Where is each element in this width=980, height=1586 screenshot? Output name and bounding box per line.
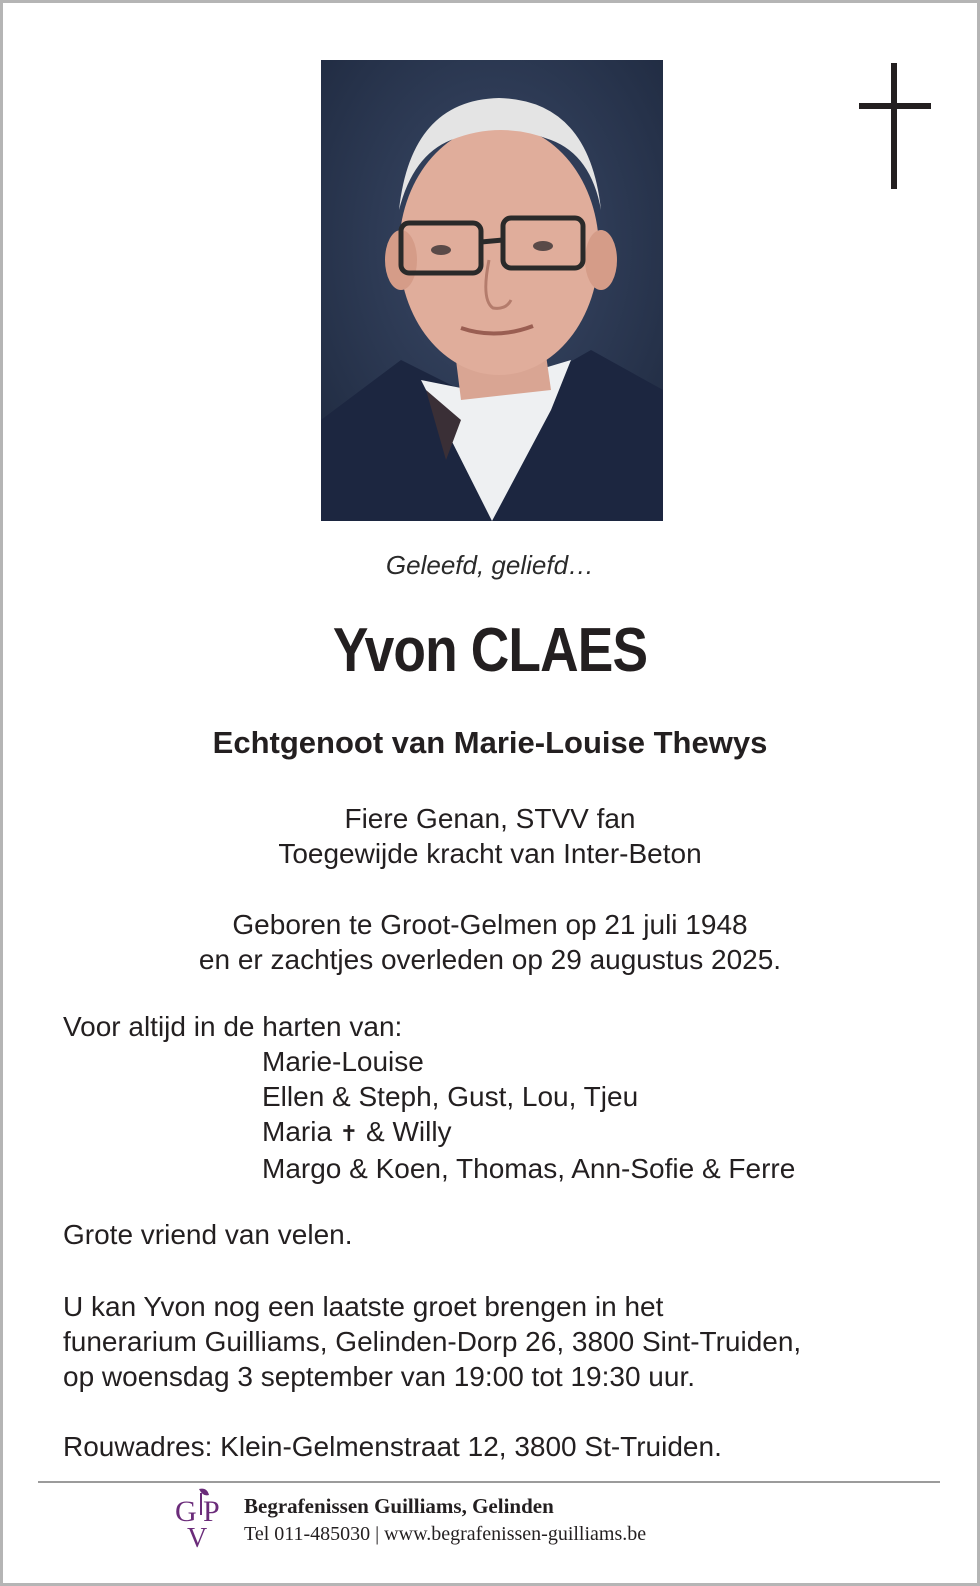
birth-death-dates xyxy=(3,907,977,977)
visit-line: funerarium Guilliams, Gelinden-Dorp 26, 3800 Sint-Truiden, xyxy=(63,1326,802,1357)
hearts-label: Voor altijd in de harten van: xyxy=(63,1011,403,1042)
birth-line: Geboren te Groot-Gelmen op 21 juli 1948 xyxy=(232,909,748,940)
visit-line: U kan Yvon nog een laatste groet brengen in het xyxy=(63,1291,664,1322)
epithet-line: Toegewijde kracht van Inter-Beton xyxy=(278,838,702,869)
portrait-photo xyxy=(321,60,663,521)
family-line: Ellen & Steph, Gust, Lou, Tjeu xyxy=(262,1081,639,1112)
footer-divider xyxy=(38,1481,940,1483)
spouse-line: Echtgenoot van Marie-Louise Thewys xyxy=(212,725,768,760)
deceased-name: Yvon CLAES xyxy=(332,616,648,685)
mourning-address: Rouwadres: Klein-Gelmenstraat 12, 3800 St-Truiden. xyxy=(63,1431,722,1462)
epithet-line: Fiere Genan, STVV fan xyxy=(344,803,636,834)
epithets xyxy=(3,801,977,871)
death-line: en er zachtjes overleden op 29 augustus 2025. xyxy=(198,944,782,975)
visit-line: op woensdag 3 september van 19:00 tot 19:30 uur. xyxy=(63,1361,696,1392)
company-name: Begrafenissen Guilliams, Gelinden xyxy=(244,1494,554,1518)
visitation-info xyxy=(63,1289,801,1394)
family-line: Margo & Koen, Thomas, Ann-Sofie & Ferre xyxy=(262,1153,796,1184)
family-name: & Willy xyxy=(366,1116,452,1147)
friend-line: Grote vriend van velen. xyxy=(63,1219,353,1250)
svg-text:V: V xyxy=(187,1523,208,1549)
gvp-logo-icon xyxy=(173,1487,231,1549)
family-list xyxy=(262,1044,795,1186)
deceased-cross-icon: ✝ xyxy=(339,1121,359,1146)
family-line: Marie-Louise xyxy=(262,1046,424,1077)
cross-icon xyxy=(859,63,931,189)
svg-text:P: P xyxy=(203,1495,220,1528)
company-contact[interactable]: Tel 011-485030 | www.begrafenissen-guilliams.be xyxy=(244,1523,647,1545)
family-name: Maria xyxy=(262,1116,333,1147)
svg-text:G: G xyxy=(175,1495,197,1528)
motto: Geleefd, geliefd… xyxy=(385,550,595,580)
family-line xyxy=(262,1114,795,1151)
